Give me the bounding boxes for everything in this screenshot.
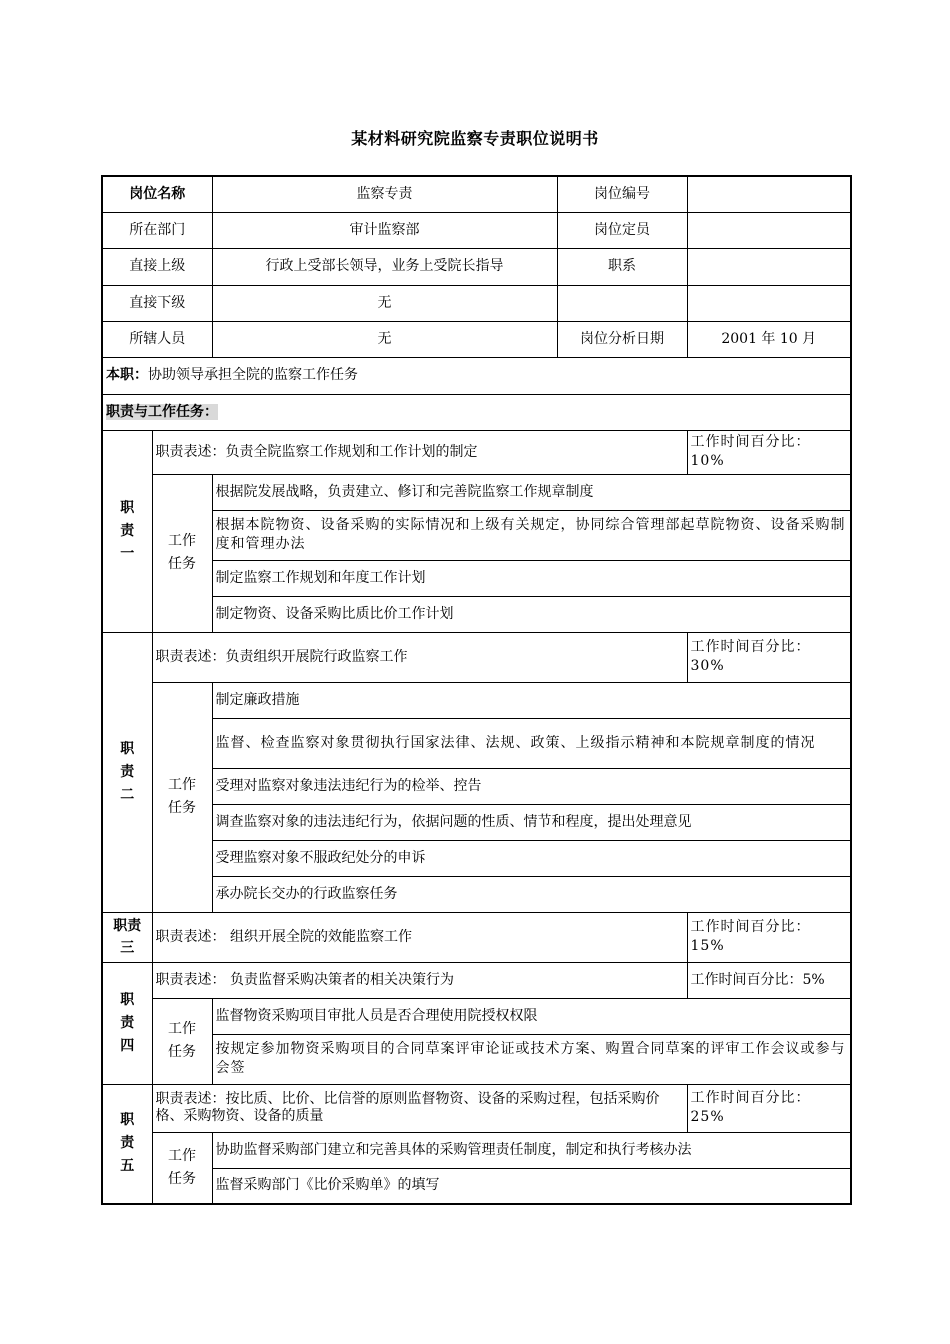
duty-3-label: 职责 三	[102, 912, 152, 962]
department-value: 审计监察部	[212, 212, 557, 248]
duty-4-statement-row	[102, 962, 851, 998]
subordinate-value: 无	[212, 285, 557, 321]
duty-3-time: 工作时间百分比： 15%	[687, 912, 851, 962]
duty-2-time: 工作时间百分比： 30%	[687, 632, 851, 682]
duty-2-statement: 职责表述：负责组织开展院行政监察工作	[152, 632, 687, 682]
duty-5-label: 职 责 五	[102, 1084, 152, 1204]
duty-1-task-row	[102, 510, 851, 560]
duty-2-task-row	[102, 718, 851, 768]
staff-value: 无	[212, 321, 557, 357]
duty-3-statement-row	[102, 912, 851, 962]
duty-5-time: 工作时间百分比： 25%	[687, 1084, 851, 1132]
superior-value: 行政上受部长领导，业务上受院长指导	[212, 248, 557, 285]
duty-1-statement-row	[102, 430, 851, 474]
duty-2-task-label: 工作 任务	[152, 682, 212, 912]
duty-1-statement: 职责表述：负责全院监察工作规划和工作计划的制定	[152, 430, 687, 474]
duty-4-task-2: 按规定参加物资采购项目的合同草案评审论证或技术方案、购置合同草案的评审工作会议或参与会签	[212, 1034, 851, 1084]
duty-2-task-row	[102, 768, 851, 804]
duty-5-task-2: 监督采购部门《比价采购单》的填写	[212, 1168, 851, 1204]
duty-2-task-5: 受理监察对象不服政纪处分的申诉	[212, 840, 851, 876]
duty-5-task-label: 工作 任务	[152, 1132, 212, 1204]
position-no-label: 岗位编号	[557, 176, 687, 212]
position-no-value	[687, 176, 851, 212]
row-core-duty	[102, 357, 851, 394]
job-family-value	[687, 248, 851, 285]
core-duty-label: 本职：	[106, 367, 148, 383]
analysis-date-label: 岗位分析日期	[557, 321, 687, 357]
duty-2-task-row	[102, 840, 851, 876]
duty-1-task-row	[102, 596, 851, 632]
duty-4-statement: 职责表述： 负责监督采购决策者的相关决策行为	[152, 962, 687, 998]
duties-heading-cell	[102, 394, 851, 430]
duty-2-statement-row	[102, 632, 851, 682]
superior-label: 直接上级	[102, 248, 212, 285]
job-family-label: 职系	[557, 248, 687, 285]
job-description-table	[101, 175, 852, 1205]
duty-2-task-row	[102, 682, 851, 718]
position-name-label: 岗位名称	[102, 176, 212, 212]
duty-2-task-4: 调查监察对象的违法违纪行为，依据问题的性质、情节和程度，提出处理意见	[212, 804, 851, 840]
duty-4-task-1: 监督物资采购项目审批人员是否合理使用院授权权限	[212, 998, 851, 1034]
duty-5-statement: 职责表述：按比质、比价、比信誉的原则监督物资、设备的采购过程，包括采购价格、采购物资、设备的质量	[152, 1084, 687, 1132]
duty-1-label: 职 责 一	[102, 430, 152, 632]
analysis-date-value: 2001 年 10 月	[687, 321, 851, 357]
duty-1-task-3: 制定监察工作规划和年度工作计划	[212, 560, 851, 596]
subordinate-label: 直接下级	[102, 285, 212, 321]
headcount-label: 岗位定员	[557, 212, 687, 248]
duty-1-task-4: 制定物资、设备采购比质比价工作计划	[212, 596, 851, 632]
row-staff	[102, 321, 851, 357]
row-department	[102, 212, 851, 248]
row-superior	[102, 248, 851, 285]
duty-2-task-2: 监督、检查监察对象贯彻执行国家法律、法规、政策、上级指示精神和本院规章制度的情况	[212, 718, 851, 768]
duty-4-task-row	[102, 1034, 851, 1084]
duty-4-task-label: 工作 任务	[152, 998, 212, 1084]
subordinate-empty-cell-2	[687, 285, 851, 321]
row-position-name	[102, 176, 851, 212]
duty-1-task-1: 根据院发展战略，负责建立、修订和完善院监察工作规章制度	[212, 474, 851, 510]
duty-2-label: 职 责 二	[102, 632, 152, 912]
staff-label: 所辖人员	[102, 321, 212, 357]
duty-5-task-1: 协助监督采购部门建立和完善具体的采购管理责任制度，制定和执行考核办法	[212, 1132, 851, 1168]
duty-1-task-row	[102, 474, 851, 510]
duty-2-task-3: 受理对监察对象违法违纪行为的检举、控告	[212, 768, 851, 804]
duty-4-label: 职 责 四	[102, 962, 152, 1084]
row-subordinate	[102, 285, 851, 321]
core-duty-text: 协助领导承担全院的监察工作任务	[148, 367, 358, 383]
position-name-value: 监察专责	[212, 176, 557, 212]
core-duty	[102, 357, 851, 394]
duty-1-time: 工作时间百分比： 10%	[687, 430, 851, 474]
duty-5-statement-row	[102, 1084, 851, 1132]
department-label: 所在部门	[102, 212, 212, 248]
duty-2-task-row	[102, 876, 851, 912]
duty-1-task-row	[102, 560, 851, 596]
duty-2-task-1: 制定廉政措施	[212, 682, 851, 718]
duty-4-task-row	[102, 998, 851, 1034]
duty-5-task-row	[102, 1168, 851, 1204]
duty-1-task-label: 工作 任务	[152, 474, 212, 632]
page-title: 某材料研究院监察专责职位说明书	[351, 129, 599, 148]
duty-1-task-2: 根据本院物资、设备采购的实际情况和上级有关规定，协同综合管理部起草院物资、设备采购制度和管理办法	[212, 510, 851, 560]
duties-heading: 职责与工作任务：	[106, 403, 218, 420]
duty-2-task-6: 承办院长交办的行政监察任务	[212, 876, 851, 912]
duty-4-time: 工作时间百分比：5%	[687, 962, 851, 998]
duty-2-task-row	[102, 804, 851, 840]
duty-5-task-row	[102, 1132, 851, 1168]
row-duties-heading	[102, 394, 851, 430]
duty-3-statement: 职责表述： 组织开展全院的效能监察工作	[152, 912, 687, 962]
subordinate-empty-cell	[557, 285, 687, 321]
headcount-value	[687, 212, 851, 248]
